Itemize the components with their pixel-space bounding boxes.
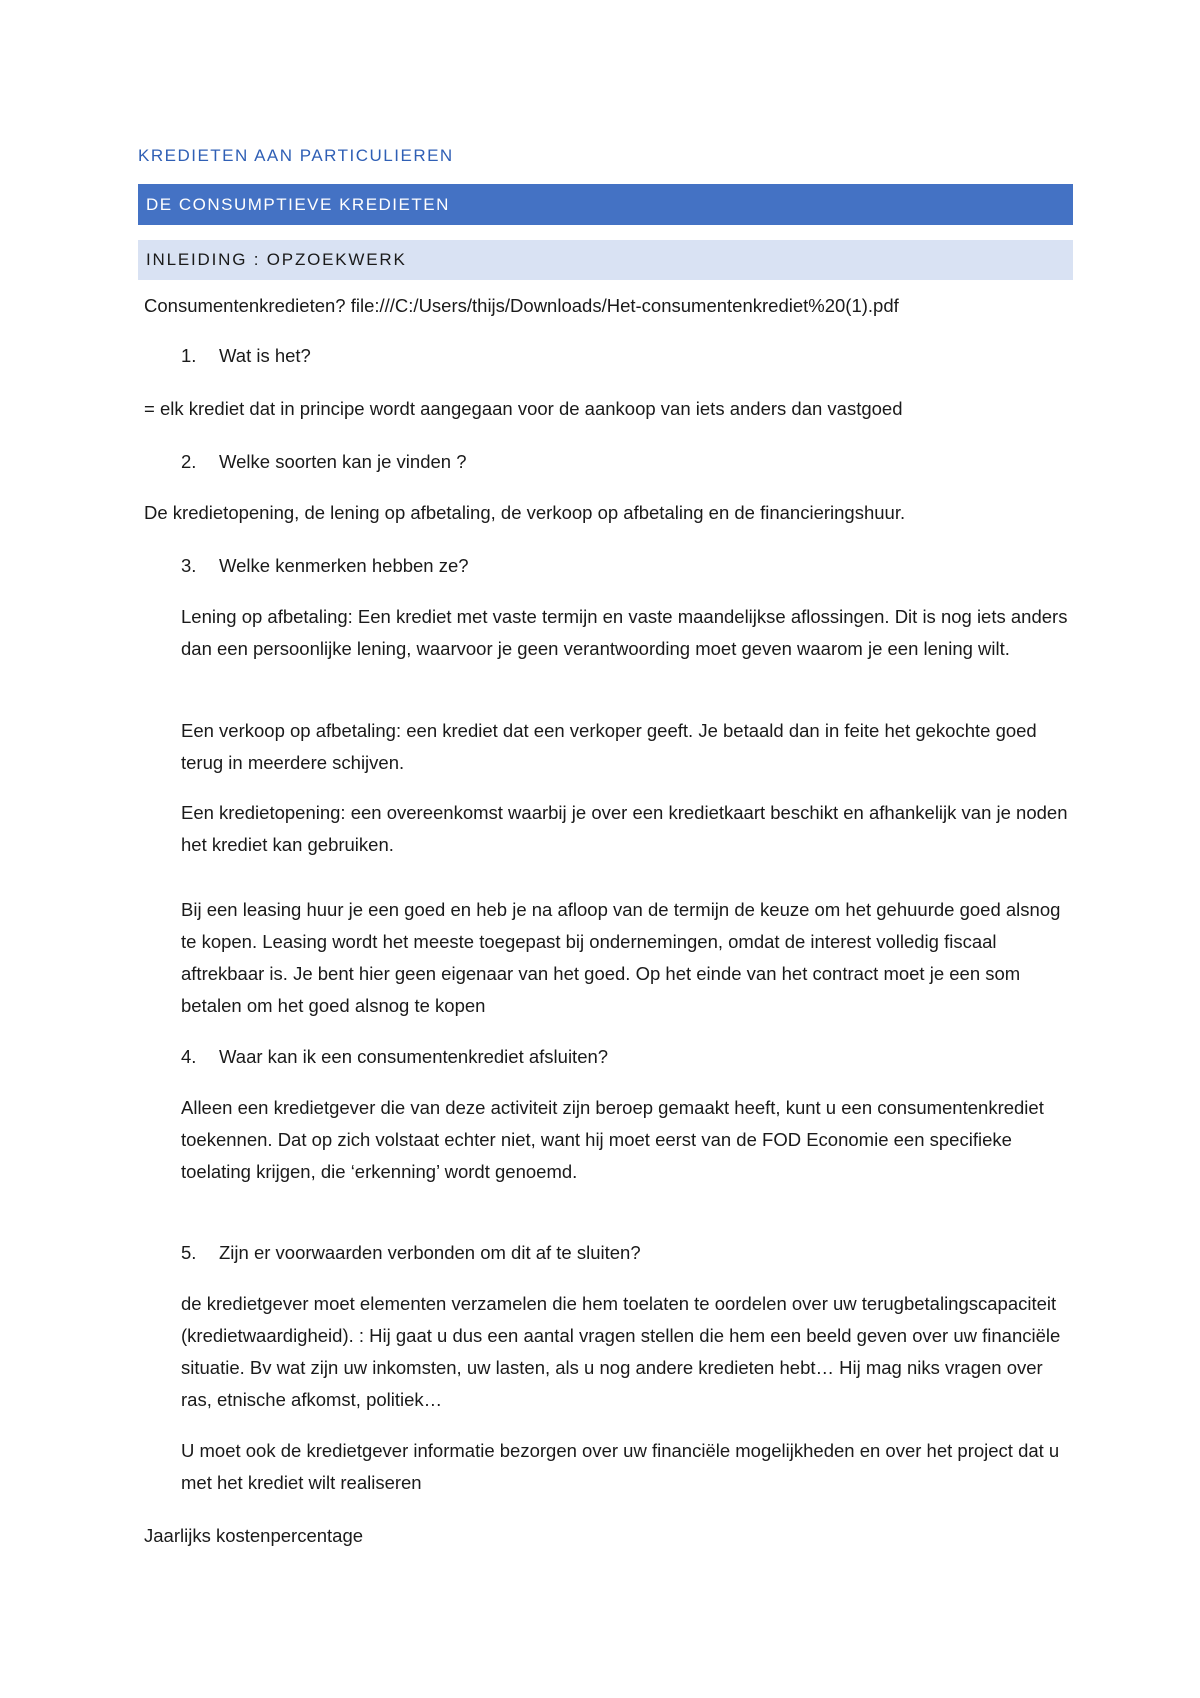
answer-1: = elk krediet dat in principe wordt aangegaan voor de aankoop van iets anders dan vastgoed [144, 398, 903, 419]
intro-line: Consumentenkredieten? file:///C:/Users/thijs/Downloads/Het-consumentenkrediet%20(1).pdf [144, 295, 899, 316]
question-5 [181, 1237, 641, 1269]
heading-3-banner: INLEIDING : OPZOEKWERK [138, 240, 1073, 280]
question-1-number: 1. [181, 345, 197, 366]
question-4-number: 4. [181, 1046, 197, 1067]
question-1 [181, 340, 311, 372]
answer-5-kredietwaardigheid: de kredietgever moet elementen verzamelen die hem toelaten te oordelen over uw terugbetalingscapaciteit (kredietwaardigheid). : Hij gaat u dus een aantal vragen stellen die hem een beeld geven over uw financiële situatie. Bv wat zijn uw inkomsten, uw lasten, als u nog andere kredieten hebt… Hij mag niks vragen over ras, etnische afkomst, politiek… [181, 1293, 1061, 1410]
heading-2-banner: DE CONSUMPTIEVE KREDIETEN [138, 184, 1073, 225]
question-4-text: Waar kan ik een consumentenkrediet afsluiten? [219, 1046, 609, 1067]
answer-2: De kredietopening, de lening op afbetaling, de verkoop op afbetaling en de financieringshuur. [144, 502, 906, 523]
answer-3-kredietopening: Een kredietopening: een overeenkomst waarbij je over een kredietkaart beschikt en afhankelijk van je noden het krediet kan gebruiken. [181, 802, 1068, 855]
question-3-text: Welke kenmerken hebben ze? [219, 555, 469, 576]
answer-4: Alleen een kredietgever die van deze activiteit zijn beroep gemaakt heeft, kunt u een consumentenkrediet toekennen. Dat op zich volstaat echter niet, want hij moet eerst van de FOD Economie een specifieke toelating krijgen, die ‘erkenning’ wordt genoemd. [181, 1097, 1044, 1182]
question-2-number: 2. [181, 451, 197, 472]
question-1-text: Wat is het? [219, 345, 311, 366]
question-2 [181, 446, 467, 478]
answer-3-leasing: Bij een leasing huur je een goed en heb je na afloop van de termijn de keuze om het gehuurde goed alsnog te kopen. Leasing wordt het meeste toegepast bij ondernemingen, omdat de interest volledig fiscaal aftrekbaar is. Je bent hier geen eigenaar van het goed. Op het einde van het contract moet je een som betalen om het goed alsnog te kopen [181, 899, 1061, 1016]
question-3-number: 3. [181, 555, 197, 576]
closing-line: Jaarlijks kostenpercentage [144, 1525, 364, 1546]
heading-1: KREDIETEN AAN PARTICULIEREN [138, 146, 454, 165]
question-2-text: Welke soorten kan je vinden ? [219, 451, 467, 472]
answer-3-verkoop: Een verkoop op afbetaling: een krediet dat een verkoper geeft. Je betaald dan in feite het gekochte goed terug in meerdere schijven. [181, 720, 1037, 773]
question-4 [181, 1041, 608, 1073]
answer-3-lening: Lening op afbetaling: Een krediet met vaste termijn en vaste maandelijkse aflossingen. Dit is nog iets anders dan een persoonlijke lening, waarvoor je geen verantwoording moet geven waarom je een lening wilt. [181, 606, 1068, 659]
answer-5-informatie: U moet ook de kredietgever informatie bezorgen over uw financiële mogelijkheden en over het project dat u met het krediet wilt realiseren [181, 1440, 1060, 1493]
question-5-text: Zijn er voorwaarden verbonden om dit af te sluiten? [219, 1242, 641, 1263]
question-3 [181, 550, 469, 582]
question-5-number: 5. [181, 1242, 197, 1263]
